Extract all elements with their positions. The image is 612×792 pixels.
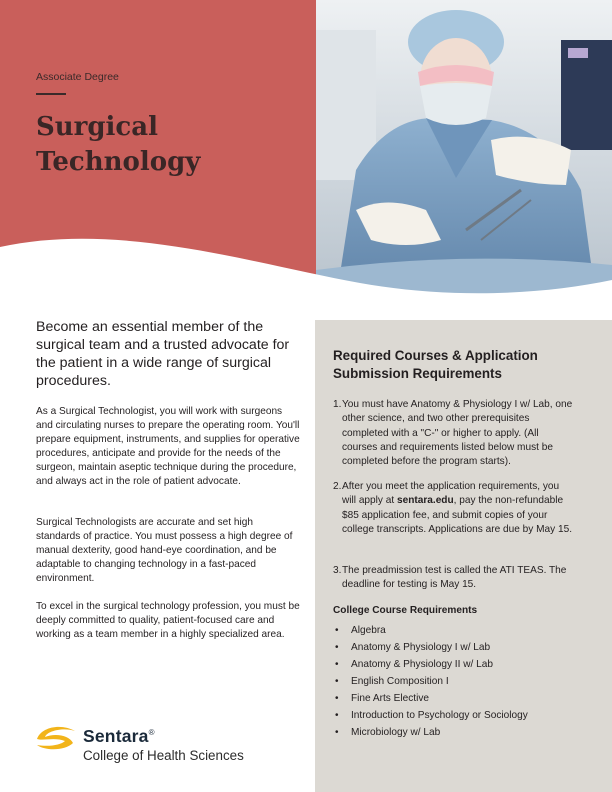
registered-mark: ®: [148, 728, 155, 738]
logo-wordmark: [83, 726, 155, 747]
course-name: Anatomy & Physiology II w/ Lab: [351, 659, 493, 670]
intro-lead: Become an essential member of the surgical team and a trusted advocate for the patient in a wide range of surgical procedures.: [36, 319, 290, 389]
requirement-number: 1.: [333, 399, 342, 410]
requirement-text-end: , pay the non-refundable $85 application fee, and submit copies of your college transcripts. Applications are due by May 15.: [342, 495, 573, 535]
logo-name: Sentara: [83, 726, 149, 746]
course-name: Microbiology w/ Lab: [351, 727, 441, 738]
requirement-item: [333, 564, 573, 593]
bullet-icon: •: [335, 693, 339, 704]
course-item: [333, 622, 593, 639]
body-paragraph-commitment: To excel in the surgical technology profession, you must be deeply committed to quality, patient-focused care and working as a team member in a highly specialized area.: [36, 601, 300, 641]
requirement-text: The preadmission test is called the ATI TEAS. The deadline for testing is May 15.: [342, 565, 567, 591]
requirement-item: [333, 398, 573, 469]
requirement-text-start: After you meet the application requirements, you will apply at: [342, 481, 560, 507]
course-item: [333, 639, 593, 656]
course-name: English Composition I: [351, 676, 449, 687]
logo-tagline: College of Health Sciences: [83, 748, 244, 763]
bullet-icon: •: [335, 625, 339, 636]
program-title: Surgical Technology: [36, 112, 201, 177]
course-item: [333, 724, 593, 741]
body-paragraph-skills: Surgical Technologists are accurate and set high standards of practice. You must possess a high degree of manual dexterity, good hand-eye coordination, and be adaptable to changing technology in a fast-paced environment.: [36, 517, 293, 585]
sentara-swoosh-icon: [35, 725, 77, 751]
course-name: Algebra: [351, 625, 386, 636]
bullet-icon: •: [335, 676, 339, 687]
bullet-icon: •: [335, 727, 339, 738]
course-item: [333, 656, 593, 673]
requirement-number: 3.: [333, 565, 342, 576]
hero-wave: [0, 225, 612, 315]
bullet-icon: •: [335, 659, 339, 670]
sentara-edu-link[interactable]: sentara.edu: [396, 495, 454, 507]
bullet-icon: •: [335, 642, 339, 653]
course-list: [333, 622, 593, 741]
course-item: [333, 707, 593, 724]
bullet-icon: •: [335, 710, 339, 721]
eyebrow-divider: [36, 93, 66, 95]
sentara-logo: [35, 722, 295, 772]
body-paragraph-role: As a Surgical Technologist, you will work with surgeons and circulating nurses to prepare the operating room. You'll prepare equipment, instruments, and supplies for operative procedures, anticipate and provide for the needs of the surgeon, maintain aseptic technique during the procedure, and always act in the role of patient advocate.: [36, 406, 300, 488]
requirement-number: 2.: [333, 481, 342, 492]
requirement-text: You must have Anatomy & Physiology I w/ Lab, one other science, and two other prerequisites completed with a "C-" or higher to apply. (All courses and requirements listed below must be completed before the program starts).: [342, 399, 573, 468]
course-name: Anatomy & Physiology I w/ Lab: [351, 642, 491, 653]
course-item: [333, 690, 593, 707]
course-requirements-heading: College Course Requirements: [333, 605, 478, 616]
program-level: Associate Degree: [36, 71, 119, 83]
requirement-item: [333, 480, 573, 537]
requirement-text: [333, 480, 573, 537]
requirements-heading: Required Courses & Application Submission Requirements: [333, 348, 538, 381]
course-name: Introduction to Psychology or Sociology: [351, 710, 528, 721]
course-item: [333, 673, 593, 690]
course-name: Fine Arts Elective: [351, 693, 429, 704]
